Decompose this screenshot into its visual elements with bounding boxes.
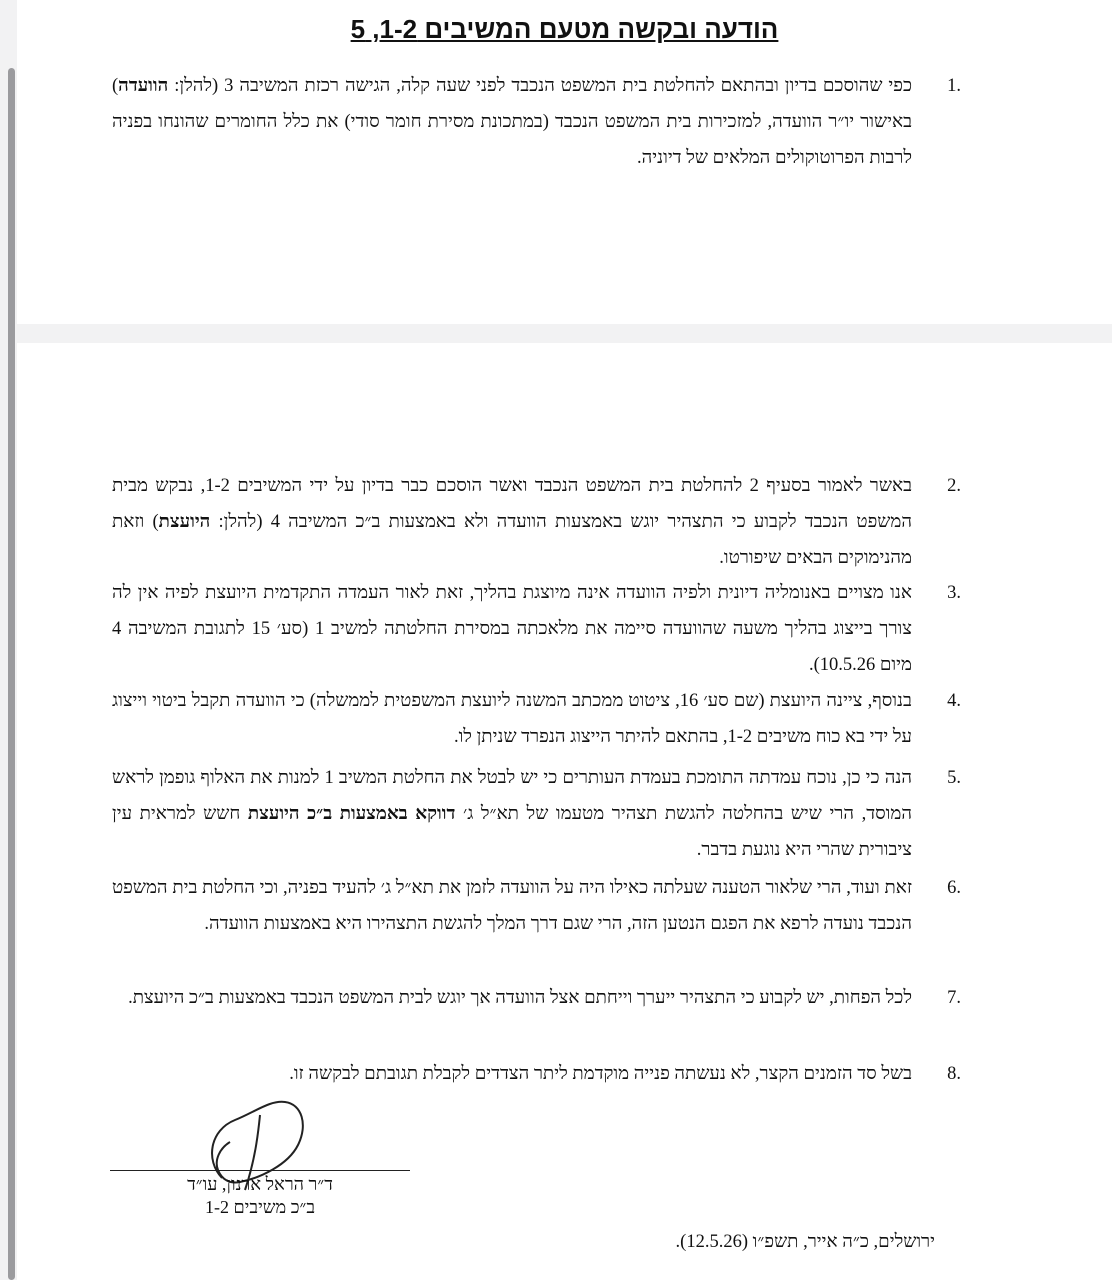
paragraph-2: באשר לאמור בסעיף 2 להחלטת בית המשפט הנכבד ואשר הוסכם כבר בדיון על ידי המשיבים 1-2, נבקש מבית המשפט הנכבד לקבוע כי התצהיר יוגש באמצעות הוועדה ולא באמצעות ב״כ המשיבה 4 (להלן: היועצת) וזאת מהנימוקים הבאים שיפורטו. <box>112 476 913 568</box>
paragraph-8: בשל סד הזמנים הקצר, לא נעשתה פנייה מוקדמת ליתר הצדדים לקבלת תגובתם לבקשה זו. <box>289 1064 912 1084</box>
paragraph-5: הנה כי כן, נוכח עמדתה התומכת בעמדת העותרים כי יש לבטל את החלטת המשיב 1 למנות את האלוף גופמן לראש המוסד, הרי שיש בהחלטה להגשת תצהיר מטעמו של תא״ל ג׳ דווקא באמצעות ב״כ היועצת חשש למראית עין ציבורית שהרי היא נוגעת בדבר. <box>112 768 912 860</box>
document-page-1 <box>17 0 1112 324</box>
paragraph-number: 2. <box>947 476 961 496</box>
paragraph-3: אנו מצויים באנומליה דיונית ולפיה הוועדה אינה מיוצגת בהליך, זאת לאור העמדה התקדמית היועצת לפיה אין לה צורך בייצוג בהליך משעה שהוועדה סיימה את מלאכתה במסירת החלטתה למשיב 1 (סע׳ 15 לתגובת המשיבה 4 מיום 10.5.26). <box>112 583 912 675</box>
paragraph-6: זאת ועוד, הרי שלאור הטענה שעלתה כאילו היה על הוועדה לזמן את תא״ל ג׳ להעיד בפניה, וכי החלטת בית המשפט הנכבד נועדה לרפא את הפגם הנטען הזה, הרי שגם דרך המלך להגשת התצהירו היא באמצעות הוועדה. <box>112 878 912 934</box>
date-line: ירושלים, כ״ה אייר, תשפ״ו (12.5.26). <box>675 1232 935 1252</box>
signer-name: ד״ר הראל ארנון, עו״ד <box>187 1174 333 1194</box>
signature-line <box>110 1170 410 1171</box>
document-title: הודעה ובקשה מטעם המשיבים 1-2, 5 <box>350 14 779 44</box>
paragraph-number: 7. <box>947 988 961 1008</box>
paragraph-1: כפי שהוסכם בדיון ובהתאם להחלטת בית המשפט הנכבד לפני שעה קלה, הגישה רכזת המשיבה 3 (להלן: הוועדה) באישור יו״ר הוועדה, למזכירות בית המשפט הנכבד (במתכונת מסירת חומר סודי) את כלל החומרים שהונחו בפניה לרבות הפרוטוקולים המלאים של דיוניה. <box>112 76 912 168</box>
paragraph-number: 3. <box>947 583 961 603</box>
paragraph-7: לכל הפחות, יש לקבוע כי התצהיר ייערך וייחתם אצל הוועדה אך יוגש לבית המשפט הנכבד באמצעות ב״כ היועצת. <box>128 988 912 1008</box>
scrollbar[interactable] <box>8 68 15 1280</box>
paragraph-number: 5. <box>947 768 961 788</box>
document-page-2 <box>17 343 1112 1280</box>
paragraph-number: 8. <box>947 1064 961 1084</box>
signer-role: ב״כ משיבים 1-2 <box>204 1197 316 1217</box>
paragraph-number: 6. <box>947 878 961 898</box>
paragraph-number: 4. <box>947 691 961 711</box>
paragraph-4: בנוסף, ציינה היועצת (שם סע׳ 16, ציטוט ממכתב המשנה ליועצת המשפטית לממשלה) כי הוועדה תקבל ביטוי וייצוג על ידי בא כוח משיבים 1-2, בהתאם להיתר הייצוג הנפרד שניתן לו. <box>112 691 912 747</box>
paragraph-number: 1. <box>947 76 961 96</box>
